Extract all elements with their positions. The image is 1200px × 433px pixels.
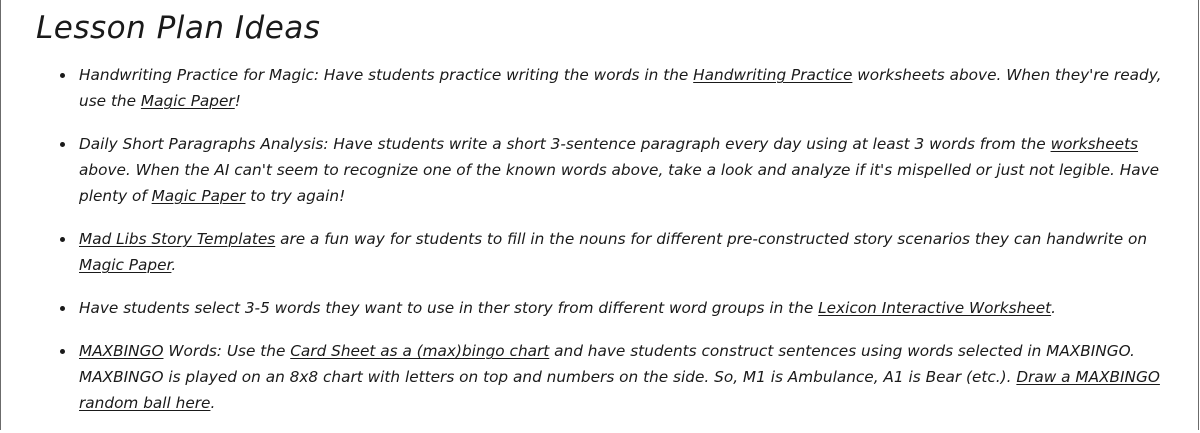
- item-text: to try again!: [245, 187, 346, 205]
- link-maxbingo[interactable]: MAXBINGO: [79, 342, 164, 360]
- link-worksheets[interactable]: worksheets: [1050, 135, 1139, 153]
- link-handwriting-practice[interactable]: Handwriting Practice: [693, 66, 853, 84]
- item-text: Words: Use the: [163, 342, 291, 360]
- page-title: Lesson Plan Ideas: [36, 10, 321, 46]
- link-mad-libs-story-templates[interactable]: Mad Libs Story Templates: [79, 230, 276, 248]
- list-item-handwriting-practice: [79, 62, 1171, 114]
- list-item-daily-paragraphs: [79, 131, 1171, 209]
- link-magic-paper[interactable]: Magic Paper: [140, 92, 235, 110]
- item-text: .: [210, 394, 216, 412]
- link-draw-maxbingo-ball[interactable]: Draw a MAXBINGO random ball here: [79, 368, 1160, 412]
- link-card-sheet-bingo-chart[interactable]: Card Sheet as a (max)bingo chart: [290, 342, 550, 360]
- link-lexicon-interactive-worksheet[interactable]: Lexicon Interactive Worksheet: [818, 299, 1052, 317]
- item-text: .: [1051, 299, 1056, 317]
- list-item-mad-libs: [79, 226, 1171, 278]
- item-text: Handwriting Practice for Magic: Have students practice writing the words in the: [79, 66, 694, 84]
- list-item-lexicon: [79, 295, 1171, 321]
- item-text: are a fun way for students to fill in the nouns for different pre-constructed story scenarios they can handwrite on: [275, 230, 1148, 248]
- item-text: Have students select 3-5 words they want to use in ther story from different word groups in the: [79, 299, 819, 317]
- lesson-ideas-list: [79, 62, 1171, 433]
- list-item-maxbingo: [79, 338, 1171, 416]
- link-magic-paper[interactable]: Magic Paper: [79, 256, 172, 274]
- item-text: !: [234, 92, 241, 110]
- item-text: Daily Short Paragraphs Analysis: Have students write a short 3-sentence paragraph every day using at least 3 words from the: [79, 135, 1051, 153]
- item-text: and have students construct sentences using words selected in MAXBINGO. MAXBINGO is played on an 8x8 chart with letters on top and numbers on the side. So, M1 is Ambulance, A1 is Bear (etc.).: [79, 342, 1135, 386]
- item-text: above. When the AI can't seem to recognize one of the known words above, take a look and analyze if it's mispelled or just not legible. Have plenty of: [79, 161, 1160, 205]
- link-magic-paper[interactable]: Magic Paper: [151, 187, 246, 205]
- item-text: worksheets above. When they're ready, use the: [79, 66, 1162, 110]
- item-text: .: [171, 256, 177, 274]
